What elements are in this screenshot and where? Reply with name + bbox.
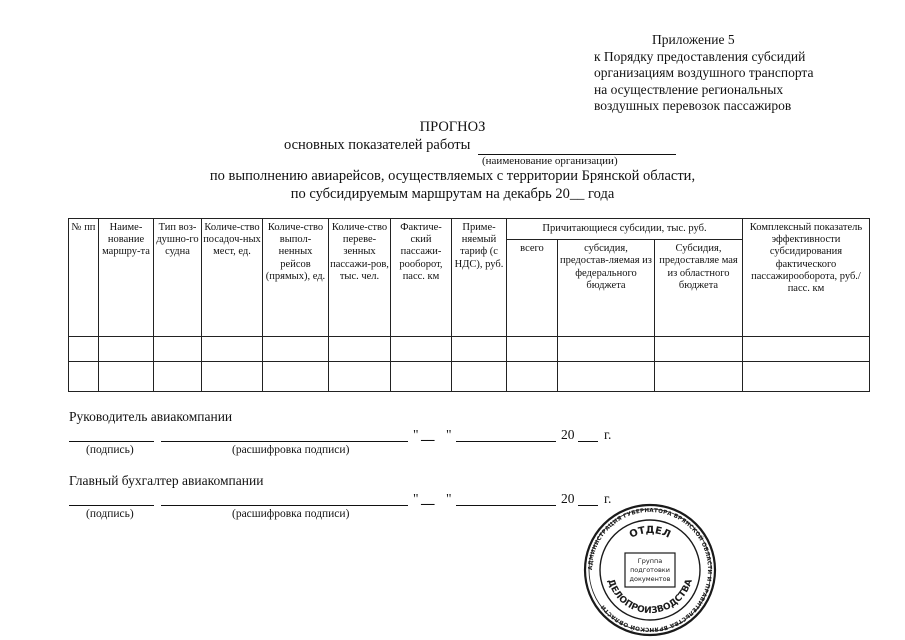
date-day-blank: __ [421, 427, 435, 442]
forecast-table [68, 218, 870, 392]
stamp-dept-bottom: ДЕЛОПРОИЗВОДСТВА [605, 577, 695, 617]
name-caption: (расшифровка подписи) [232, 508, 350, 520]
stamp-ring-text: АДМИНИСТРАЦИЯ ГУБЕРНАТОРА БРЯНСКОЙ ОБЛАСТИ И ПРАВИТЕЛЬСТВА БРЯНСКОЙ ОБЛАСТИ [587, 507, 713, 633]
date-year-suffix: г. [604, 427, 612, 442]
document-title: ПРОГНОЗ [419, 119, 486, 135]
name-caption: (расшифровка подписи) [232, 444, 350, 456]
signature-role: Главный бухгалтер авиакомпании [69, 473, 264, 488]
date-year: 20 [561, 491, 575, 506]
column-header: Фактиче-ский пассажи-рооборот, пасс. км [391, 219, 452, 337]
name-line [161, 441, 408, 442]
column-header: Количе-ство выпол-ненных рейсов (прямых), ед. [263, 219, 329, 337]
organization-blank [478, 137, 676, 155]
subsidy-column-header: субсидия, предостав-ляемая из федерального бюджета [558, 240, 655, 337]
stamp-dept-top: ОТДЕЛ [627, 524, 673, 541]
heading-line-3: по субсидируемым маршрутам на декабрь 20__ года [290, 186, 615, 202]
column-header: Тип воз-душно-го судна [154, 219, 202, 337]
date-quote-open: " [413, 491, 419, 506]
appendix-line: на осуществление региональных [594, 81, 784, 97]
stamp-center-line: документов [629, 575, 671, 583]
name-line [161, 505, 408, 506]
column-header: № пп [69, 219, 99, 337]
stamp-center-line: подготовки [630, 566, 670, 574]
subsidy-column-header: Субсидия, предоставляе мая из областного бюджета [655, 240, 743, 337]
table-header-row [69, 219, 870, 240]
month-line [456, 505, 556, 506]
signature-line [69, 441, 154, 442]
signature-caption: (подпись) [86, 508, 134, 520]
column-header: Комплексный показатель эффективности субсидирования фактического пассажирооборота, руб./пасс. км [743, 219, 870, 337]
heading-line-1-text: основных показателей работы [284, 137, 471, 153]
official-stamp [583, 503, 717, 637]
date-year: 20 [561, 427, 575, 442]
date-quote-close: " [446, 491, 452, 506]
subsidy-column-header: всего [507, 240, 558, 337]
date-quote-open: " [413, 427, 419, 442]
column-header: Количе-ство посадоч-ных мест, ед. [202, 219, 263, 337]
stamp-center-line: Группа [637, 557, 663, 565]
date-year-suffix: г. [604, 491, 612, 506]
table-row [69, 337, 870, 361]
column-header: Приме-няемый тариф (с НДС), руб. [452, 219, 507, 337]
appendix-line: воздушных перевозок пассажиров [594, 98, 792, 113]
year-line [578, 441, 598, 442]
date-quote-close: " [446, 427, 452, 442]
month-line [456, 441, 556, 442]
signature-caption: (подпись) [86, 444, 134, 456]
appendix-line: к Порядку предоставления субсидий [594, 48, 806, 64]
svg-text:ОТДЕЛ [628, 525, 672, 541]
heading-line-1 [284, 137, 676, 155]
signature-role: Руководитель авиакомпании [69, 409, 233, 424]
organization-caption: (наименование организации) [482, 155, 618, 167]
appendix-line: организациям воздушного транспорта [594, 65, 814, 80]
heading-line-2: по выполнению авиарейсов, осуществляемых с территории Брянской области, [209, 168, 696, 184]
column-header: Наиме-нование маршру-та [99, 219, 154, 337]
signature-line [69, 505, 154, 506]
column-header: Количе-ство переве-зенных пассажи-ров, тыс. чел. [329, 219, 391, 337]
subsidy-group-header: Причитающиеся субсидии, тыс. руб. [507, 219, 743, 240]
appendix-block [594, 32, 894, 115]
table-row [69, 361, 870, 391]
date-day-blank: __ [421, 491, 435, 506]
appendix-title: Приложение 5 [652, 32, 735, 47]
